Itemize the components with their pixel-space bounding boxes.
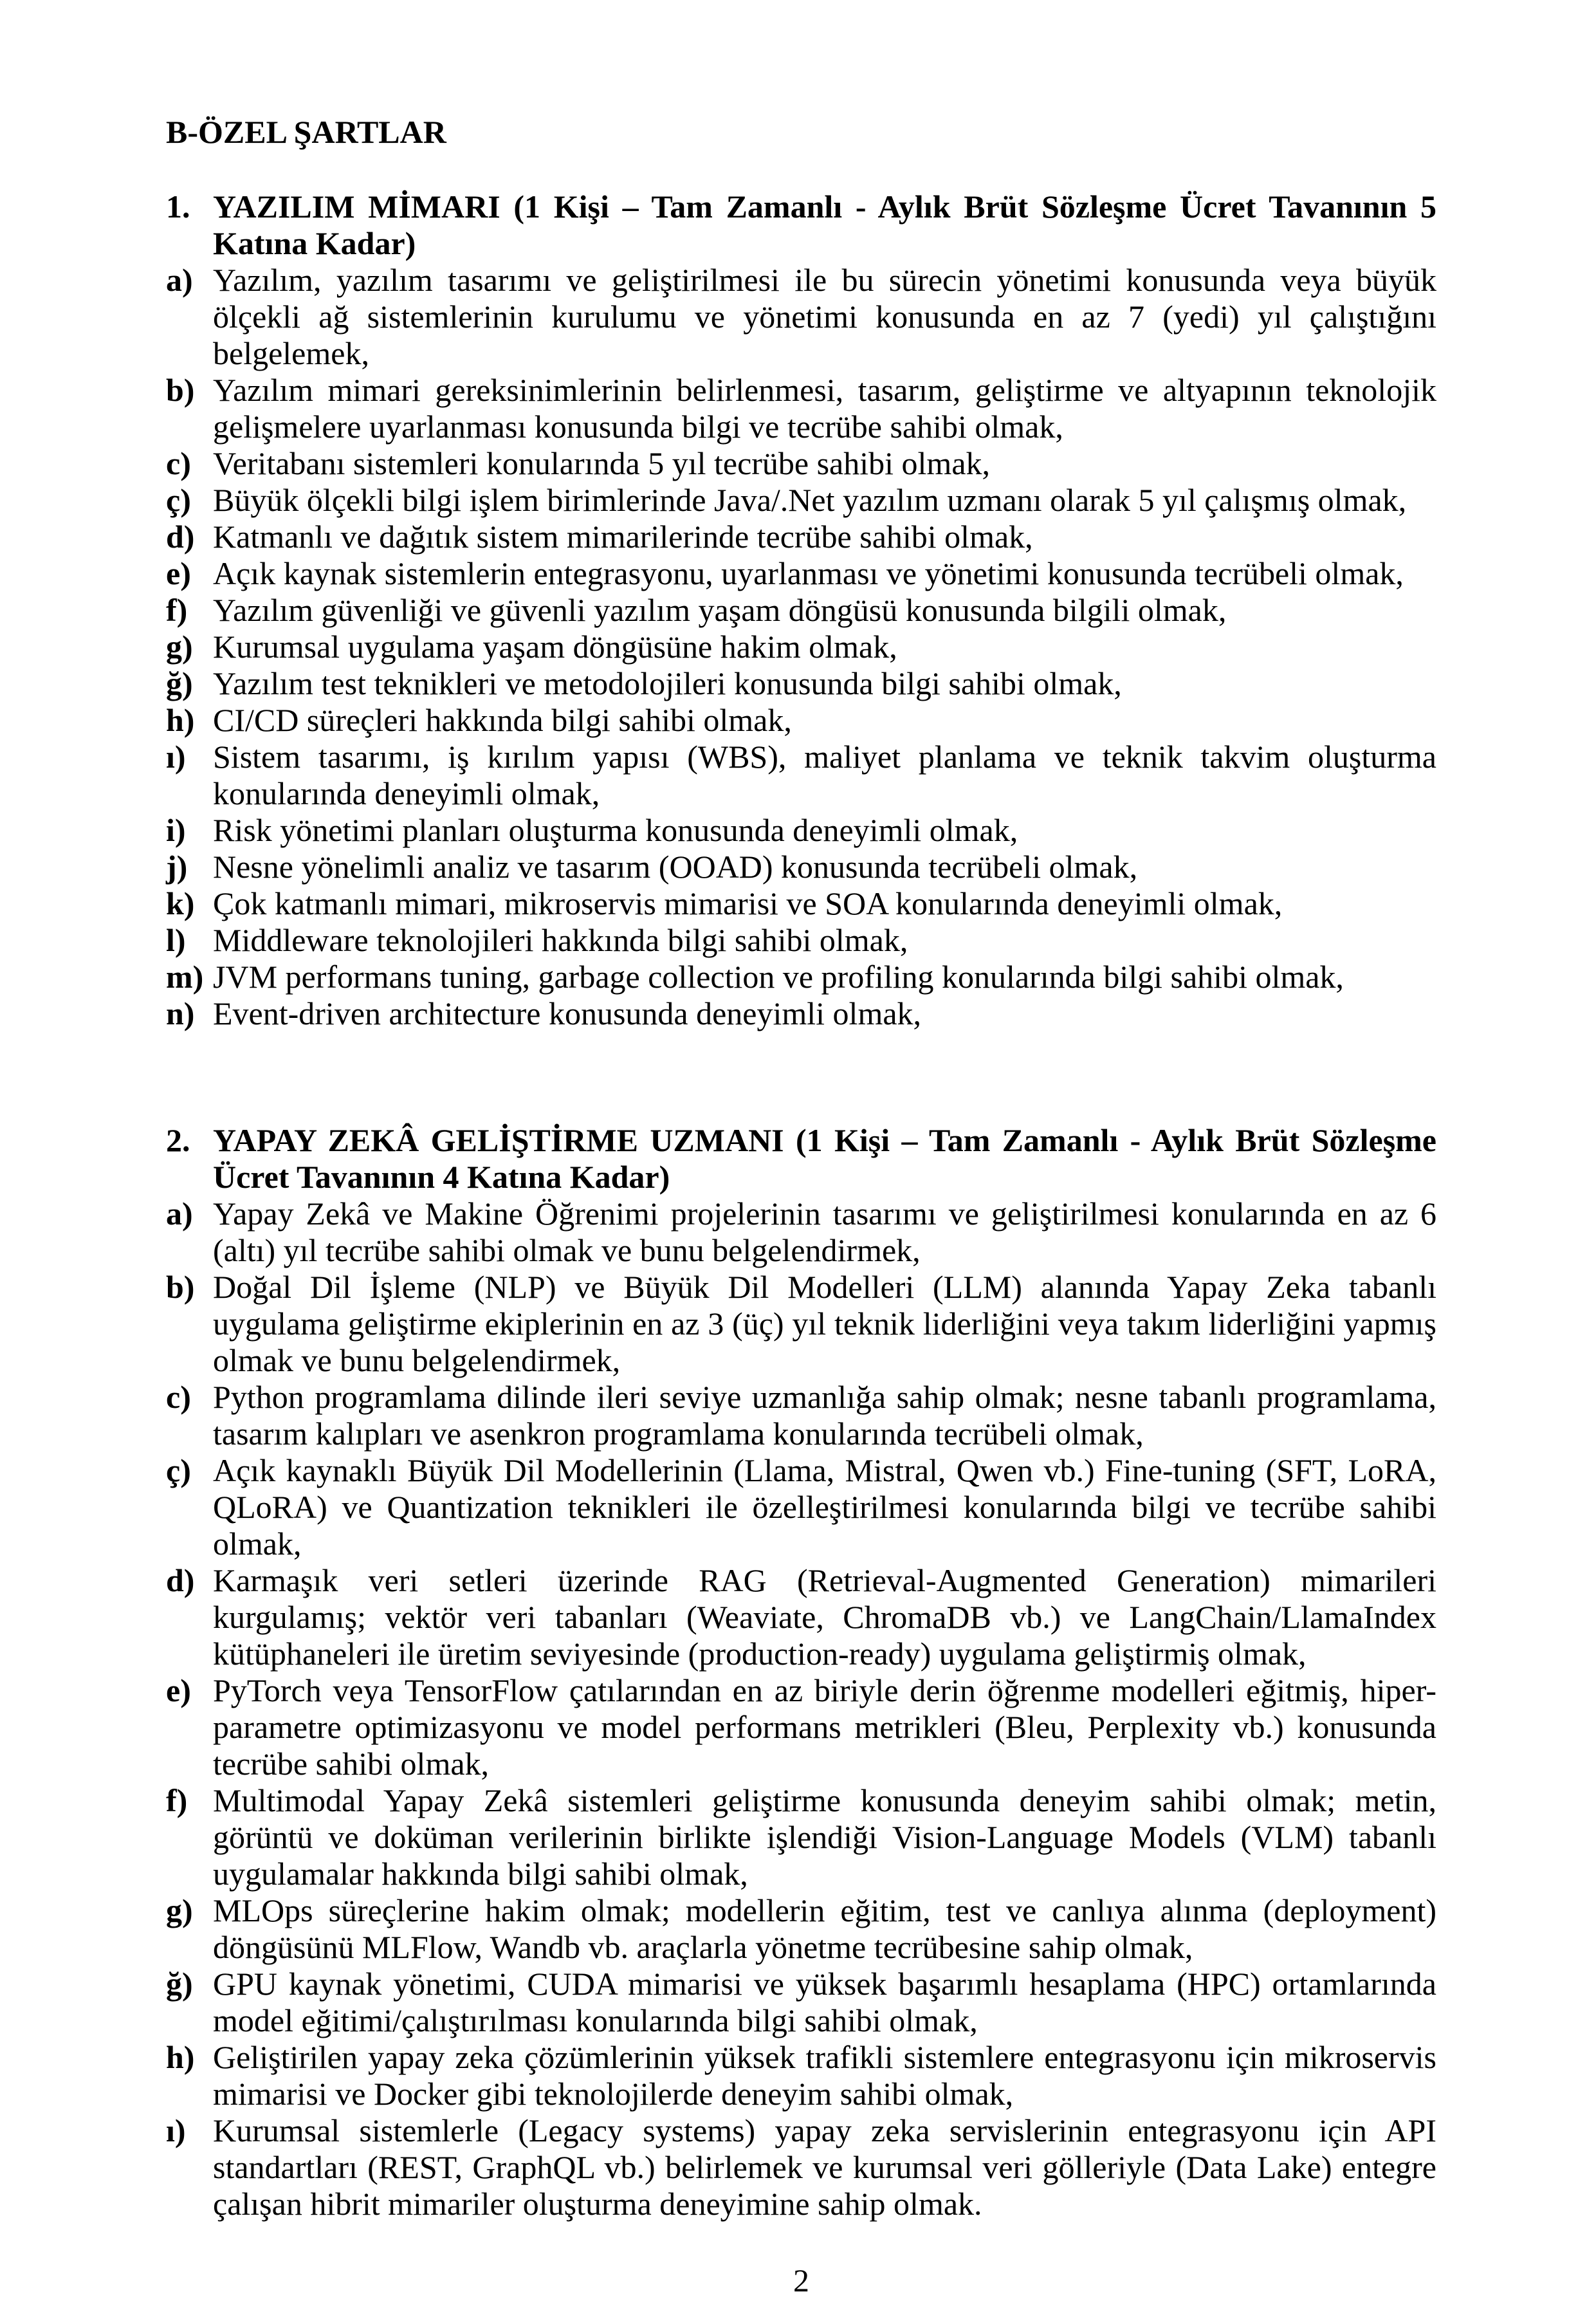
item-text: Multimodal Yapay Zekâ sistemleri geliştirme konusunda deneyim sahibi olmak; metin, görüntü ve doküman verilerinin birlikte işlendiği Vision-Language Models (VLM) tabanlı uygulamalar hakkında bilgi sahibi olmak, (213, 1782, 1436, 1892)
item-text: Yazılım mimari gereksinimlerinin belirlenmesi, tasarım, geliştirme ve altyapının teknolojik gelişmelere uyarlanması konusunda bilgi ve tecrübe sahibi olmak, (213, 372, 1436, 445)
list-item (166, 1672, 1436, 1782)
list-item (166, 1379, 1436, 1452)
item-label: i) (166, 812, 186, 848)
item-label: f) (166, 1782, 188, 1818)
item-label: ç) (166, 1452, 191, 1488)
document-content (166, 114, 1436, 2299)
item-label: f) (166, 592, 188, 628)
list-item (166, 445, 1436, 482)
list-item (166, 665, 1436, 702)
list-item (166, 1892, 1436, 1966)
list-item (166, 2112, 1436, 2222)
item-label: d) (166, 1562, 195, 1598)
item-text: GPU kaynak yönetimi, CUDA mimarisi ve yüksek başarımlı hesaplama (HPC) ortamlarında model eğitimi/çalıştırılması konularında bilgi sahibi olmak, (213, 1966, 1436, 2038)
item-text: JVM performans tuning, garbage collection ve profiling konularında bilgi sahibi olmak, (213, 959, 1344, 995)
item-label: a) (166, 1196, 193, 1232)
section-heading (166, 1122, 1436, 1196)
item-label: ğ) (166, 665, 193, 701)
item-label: c) (166, 1379, 191, 1415)
item-text: Kurumsal sistemlerle (Legacy systems) yapay zeka servislerinin entegrasyonu için API standartları (REST, GraphQL vb.) belirlemek ve kurumsal veri gölleriyle (Data Lake) entegre çalışan hibrit mimariler oluşturma deneyimine sahip olmak. (213, 2112, 1436, 2222)
section-number: 2. (166, 1122, 190, 1158)
item-text: Açık kaynak sistemlerin entegrasyonu, uyarlanması ve yönetimi konusunda tecrübeli olmak, (213, 555, 1404, 591)
item-label: d) (166, 519, 195, 555)
list-item (166, 812, 1436, 849)
list-item (166, 1782, 1436, 1892)
item-text: Risk yönetimi planları oluşturma konusunda deneyimli olmak, (213, 812, 1018, 848)
list-item (166, 1196, 1436, 1269)
document-heading: B-ÖZEL ŞARTLAR (166, 114, 446, 150)
item-text: Python programlama dilinde ileri seviye uzmanlığa sahip olmak; nesne tabanlı programlama, tasarım kalıpları ve asenkron programlama konularında tecrübeli olmak, (213, 1379, 1436, 1452)
list-item (166, 995, 1436, 1032)
item-label: g) (166, 629, 193, 665)
item-text: Açık kaynaklı Büyük Dil Modellerinin (Llama, Mistral, Qwen vb.) Fine-tuning (SFT, LoRA, QLoRA) ve Quantization teknikleri ile özelleştirilmesi konularında bilgi ve tecrübe sahibi olmak, (213, 1452, 1436, 1562)
item-text: Nesne yönelimli analiz ve tasarım (OOAD) konusunda tecrübeli olmak, (213, 849, 1138, 885)
spacer (166, 151, 1436, 189)
item-label: m) (166, 959, 204, 995)
page-number: 2 (793, 2262, 809, 2298)
item-text: Sistem tasarımı, iş kırılım yapısı (WBS), maliyet planlama ve teknik takvim oluşturma konularında deneyimli olmak, (213, 739, 1436, 811)
item-label: n) (166, 995, 195, 1031)
item-text: Yazılım güvenliği ve güvenli yazılım yaşam döngüsü konusunda bilgili olmak, (213, 592, 1227, 628)
item-text: PyTorch veya TensorFlow çatılarından en az biriyle derin öğrenme modelleri eğitmiş, hiper-parametre optimizasyonu ve model performans metrikleri (Bleu, Perplexity vb.) konusunda tecrübe sahibi olmak, (213, 1672, 1436, 1782)
list-item (166, 849, 1436, 885)
list-item (166, 372, 1436, 445)
list-item (166, 702, 1436, 739)
list-item (166, 555, 1436, 592)
list-item (166, 262, 1436, 372)
item-label: e) (166, 555, 191, 591)
list-item (166, 1452, 1436, 1562)
list-item (166, 2039, 1436, 2112)
section (166, 1122, 1436, 2222)
item-label: j) (166, 849, 188, 885)
item-text: Veritabanı sistemleri konularında 5 yıl tecrübe sahibi olmak, (213, 445, 991, 481)
item-text: Yazılım, yazılım tasarımı ve geliştirilmesi ile bu sürecin yönetimi konusunda veya büyük ölçekli ağ sistemlerinin kurulumu ve yönetimi konusunda en az 7 (yedi) yıl çalıştığını belgelemek, (213, 262, 1436, 371)
item-label: h) (166, 702, 195, 738)
item-text: Event-driven architecture konusunda deneyimli olmak, (213, 995, 922, 1031)
list-item (166, 959, 1436, 995)
list-item (166, 922, 1436, 959)
item-text: Katmanlı ve dağıtık sistem mimarilerinde tecrübe sahibi olmak, (213, 519, 1033, 555)
item-label: ı) (166, 739, 186, 775)
list-item (166, 739, 1436, 812)
section-title: YAZILIM MİMARI (1 Kişi – Tam Zamanlı - Aylık Brüt Sözleşme Ücret Tavanının 5 Katına Kadar) (213, 189, 1436, 261)
list-item (166, 1966, 1436, 2039)
list-item (166, 885, 1436, 922)
item-label: h) (166, 2039, 195, 2075)
item-text: Büyük ölçekli bilgi işlem birimlerinde Java/.Net yazılım uzmanı olarak 5 yıl çalışmış olmak, (213, 482, 1407, 518)
item-label: a) (166, 262, 193, 298)
item-label: c) (166, 445, 191, 481)
list-item (166, 592, 1436, 629)
item-text: Doğal Dil İşleme (NLP) ve Büyük Dil Modelleri (LLM) alanında Yapay Zeka tabanlı uygulama geliştirme ekiplerinin en az 3 (üç) yıl teknik liderliğini veya takım liderliğini yapmış olmak ve bunu belgelendirmek, (213, 1269, 1436, 1378)
list-item (166, 629, 1436, 665)
item-label: b) (166, 1269, 195, 1305)
item-text: Karmaşık veri setleri üzerinde RAG (Retrieval-Augmented Generation) mimarileri kurgulamış; vektör veri tabanları (Weaviate, ChromaDB vb.) ve LangChain/LlamaIndex kütüphaneleri ile üretim seviyesinde (production-ready) uygulama geliştirmiş olmak, (213, 1562, 1436, 1672)
item-text: Geliştirilen yapay zeka çözümlerinin yüksek trafikli sistemlere entegrasyonu için mikroservis mimarisi ve Docker gibi teknolojilerde deneyim sahibi olmak, (213, 2039, 1436, 2112)
section-heading (166, 189, 1436, 262)
list-item (166, 1269, 1436, 1379)
item-label: ı) (166, 2112, 186, 2148)
item-text: Yazılım test teknikleri ve metodolojileri konusunda bilgi sahibi olmak, (213, 665, 1122, 701)
item-text: Kurumsal uygulama yaşam döngüsüne hakim olmak, (213, 629, 897, 665)
item-label: g) (166, 1892, 193, 1928)
list-item (166, 482, 1436, 519)
list-item (166, 1562, 1436, 1672)
item-text: Çok katmanlı mimari, mikroservis mimarisi ve SOA konularında deneyimli olmak, (213, 885, 1283, 921)
item-text: MLOps süreçlerine hakim olmak; modellerin eğitim, test ve canlıya alınma (deployment) döngüsünü MLFlow, Wandb vb. araçlarla yönetme tecrübesine sahip olmak, (213, 1892, 1436, 1965)
list-item (166, 519, 1436, 555)
section-gap (166, 1032, 1436, 1122)
item-label: k) (166, 885, 195, 921)
section-title: YAPAY ZEKÂ GELİŞTİRME UZMANI (1 Kişi – Tam Zamanlı - Aylık Brüt Sözleşme Ücret Tavanının 4 Katına Kadar) (213, 1122, 1436, 1195)
item-label: l) (166, 922, 186, 958)
item-label: ğ) (166, 1966, 193, 2002)
item-text: CI/CD süreçleri hakkında bilgi sahibi olmak, (213, 702, 792, 738)
item-text: Yapay Zekâ ve Makine Öğrenimi projelerinin tasarımı ve geliştirilmesi konularında en az 6 (altı) yıl tecrübe sahibi olmak ve bunu belgelendirmek, (213, 1196, 1436, 1268)
section-number: 1. (166, 189, 190, 225)
section (166, 189, 1436, 1032)
item-label: b) (166, 372, 195, 408)
item-label: ç) (166, 482, 191, 518)
item-label: e) (166, 1672, 191, 1708)
item-text: Middleware teknolojileri hakkında bilgi sahibi olmak, (213, 922, 908, 958)
sections (166, 189, 1436, 2222)
